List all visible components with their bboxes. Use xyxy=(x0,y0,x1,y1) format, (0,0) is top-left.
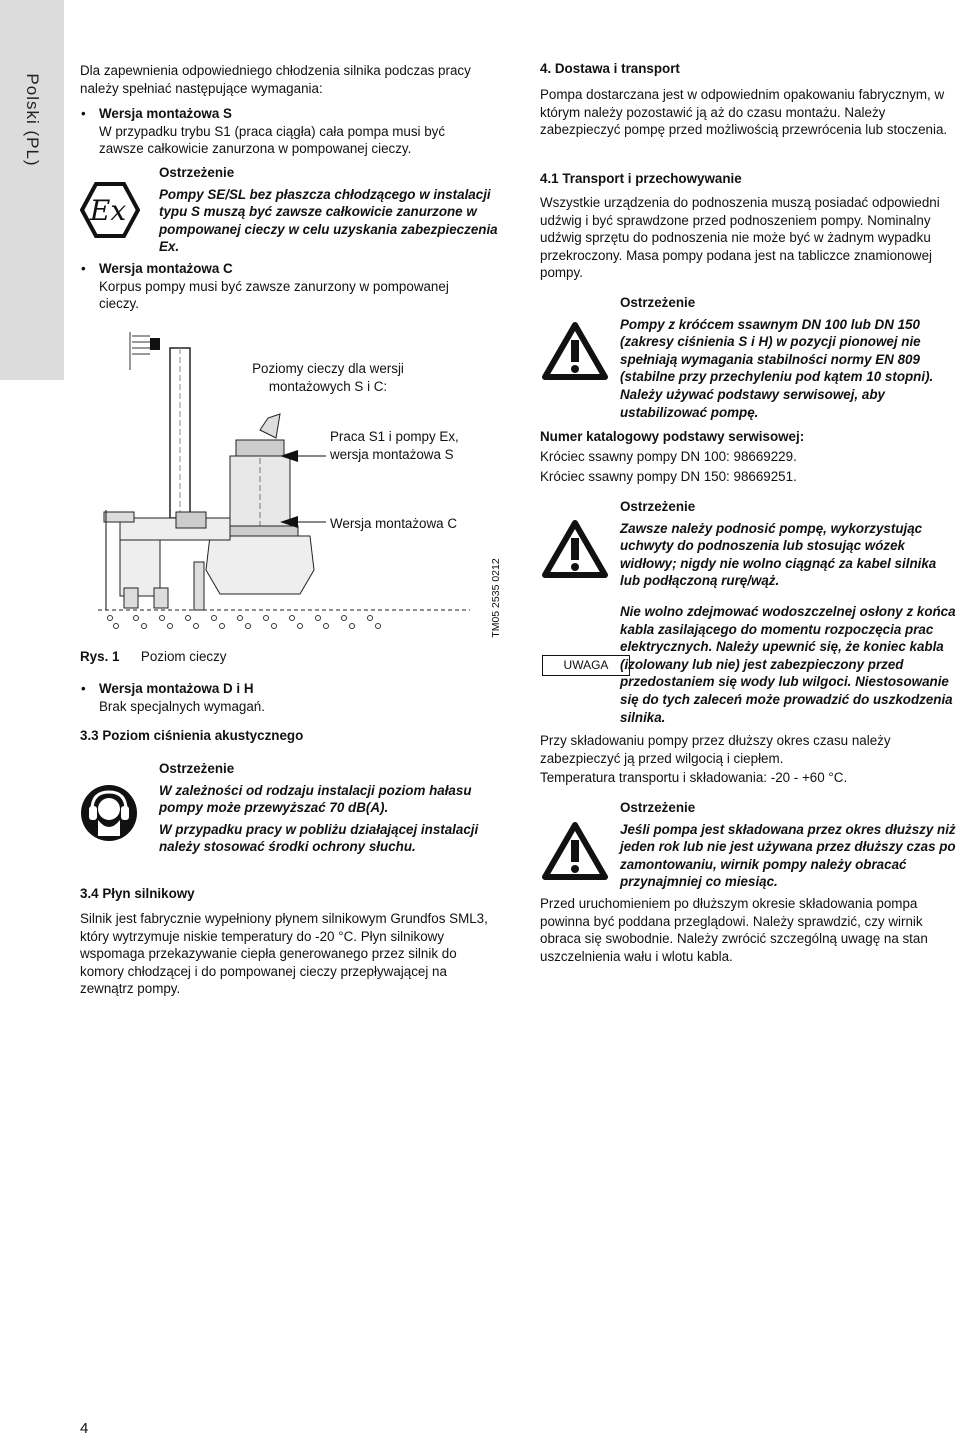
intro-block xyxy=(80,62,490,158)
temperature-text: Temperatura transportu i składowania: -20 - +60 °C. xyxy=(540,770,848,785)
warning-noise-label: Ostrzeżenie xyxy=(159,761,235,776)
warning-stability xyxy=(620,294,960,421)
warning-noise xyxy=(159,760,499,856)
uwaga-text: Nie wolno zdejmować wodoszczelnej osłony z końca kabla zasilającego do momentu rozpoczęcia prac elektrycznych. Należy upewnić się, że koniec kabla (izolowany lub nie) jest zabezpieczony przed przedostaniem się wody lub wilgoci. Niestosowanie się do tych zaleceń może prowadzić do uszkodzenia silnika. xyxy=(620,604,956,725)
figure-code: TM05 2535 0212 xyxy=(490,558,502,638)
section-3-3-heading: 3.3 Poziom ciśnienia akustycznego xyxy=(80,728,304,743)
bullet-s-text: W przypadku trybu S1 (praca ciągła) cała pompa musi być zawsze całkowicie zanurzona w pompowanej cieczy. xyxy=(99,123,446,157)
catalog-title: Numer katalogowy podstawy serwisowej: xyxy=(540,429,805,444)
ex-explosion-icon xyxy=(80,182,140,238)
figure-caption-number: Rys. 1 xyxy=(80,649,120,664)
warning-noise-text-2: W przypadku pracy w pobliżu działającej instalacji należy stosować środki ochrony słuchu. xyxy=(159,821,479,855)
warning-stability-text: Pompy z króćcem ssawnym DN 100 lub DN 150 (zakresy ciśnienia S i H) w pozycji pionowej nie spełniają wymagania stabilności normy EN 809 (stabilne przy przechyleniu pod kątem 10 stopni). Należy używać podstawy serwisowej, aby ustabilizować pompę. xyxy=(620,316,934,420)
bullet-c-text: Korpus pompy musi być zawsze zanurzony w pompowanej cieczy. xyxy=(99,278,449,312)
bullet-s xyxy=(80,105,490,158)
page-number: 4 xyxy=(80,1420,89,1437)
final-text: Przed uruchomieniem po dłuższym okresie składowania pompa powinna być poddana przeglądowi. Należy sprawdzić, czy wirnik obraca się swobodnie. Należy zwrócić szczególną uwagę na stan uszczelnienia wału i wlotu kabla. xyxy=(540,896,928,964)
figure-label-s1: Praca S1 i pompy Ex, wersja montażowa S xyxy=(330,429,459,462)
catalog-dn150: Króciec ssawny pompy DN 150: 98669251. xyxy=(540,469,797,484)
bullet-c xyxy=(80,260,490,313)
warning-ex-text: Pompy SE/SL bez płaszcza chłodzącego w instalacji typu S muszą być zawsze całkowicie zanurzone w pompowanej cieczy w celu uzyskania zabezpieczenia Ex. xyxy=(159,186,498,255)
svg-text:Ex: Ex xyxy=(89,194,127,227)
figure-caption-text: Poziom cieczy xyxy=(140,649,227,664)
section-3-4-heading: 3.4 Płyn silnikowy xyxy=(80,886,195,901)
uwaga-badge: UWAGA xyxy=(542,655,630,676)
warning-storage-label: Ostrzeżenie xyxy=(620,800,696,815)
warning-triangle-icon xyxy=(542,520,608,578)
section-4-1-text: Wszystkie urządzenia do podnoszenia muszą posiadać odpowiedni udźwig i być sprawdzone przed podnoszeniem pompy. Nominalny udźwig sprzętu do podnoszenia nie może być w żadnym wypadku przekroczony. Masa pompy podana jest na tabliczce znamionowej pompy. xyxy=(540,195,940,281)
warning-ex xyxy=(159,164,499,256)
bullet-dh-text: Brak specjalnych wymagań. xyxy=(99,698,265,714)
warning-noise-text-1: W zależności od rodzaju instalacji poziom hałasu pompy może przewyższać 70 dB(A). xyxy=(159,782,472,816)
bullet-s-title: • Wersja montażowa S xyxy=(99,106,232,122)
uwaga-note xyxy=(620,603,960,726)
warning-ex-label: Ostrzeżenie xyxy=(159,165,235,180)
catalog-dn100: Króciec ssawny pompy DN 100: 98669229. xyxy=(540,449,797,464)
storage-text: Przy składowaniu pompy przez dłuższy okres czasu należy zabezpieczyć ją przed wilgocią i ciepłem. xyxy=(540,733,891,766)
section-4-1-heading: 4.1 Transport i przechowywanie xyxy=(540,171,742,186)
warning-storage-text: Jeśli pompa jest składowana przez okres dłuższy niż jeden rok lub nie jest używana przez dłuższy czas po zamontowaniu, wirnik pompy należy obracać przynajmniej co miesiąc. xyxy=(620,821,956,890)
warning-stability-label: Ostrzeżenie xyxy=(620,295,696,310)
warning-lifting xyxy=(620,498,960,590)
warning-triangle-icon xyxy=(542,322,608,380)
language-tab-label: Polski (PL) xyxy=(23,73,42,167)
figure-label-c: Wersja montażowa C xyxy=(330,516,458,531)
intro-text: Dla zapewnienia odpowiedniego chłodzenia silnika podczas pracy należy spełniać następujące wymagania: xyxy=(80,63,471,96)
ear-protection-icon xyxy=(80,784,138,842)
warning-lifting-text: Zawsze należy podnosić pompę, wykorzystując uchwyty do podnoszenia lub stosując wózek widłowy; nigdy nie wolno ciągnąć za kabel silnika lub podłączoną rurę/wąż. xyxy=(620,520,937,589)
section-4-heading: 4. Dostawa i transport xyxy=(540,61,680,76)
figure-caption xyxy=(80,648,280,666)
bullet-dh-title: • Wersja montażowa D i H xyxy=(99,681,254,696)
bullet-dh xyxy=(80,680,490,715)
section-3-4-text: Silnik jest fabrycznie wypełniony płynem silnikowym Grundfos SML3, który wytrzymuje niskie temperatury do -20 °C. Płyn silnikowy wspomaga przekazywanie ciepła generowanego przez silnik do komory chłodzącej i do pompowanej cieczy przepływającej na zewnątrz pompy. xyxy=(80,911,488,997)
warning-triangle-icon xyxy=(542,822,608,880)
bullet-c-title: • Wersja montażowa C xyxy=(99,261,233,276)
section-4-text: Pompa dostarczana jest w odpowiednim opakowaniu fabrycznym, w którym należy pozostawić ją aż do czasu montażu. Należy zabezpieczyć pompę przed możliwością przewrócenia lub stoczenia. xyxy=(540,87,948,138)
figure-label-levels: Poziomy cieczy dla wersji montażowych S i C: xyxy=(252,361,404,394)
warning-lifting-label: Ostrzeżenie xyxy=(620,499,696,514)
language-tab xyxy=(0,0,64,380)
warning-storage xyxy=(620,799,960,891)
